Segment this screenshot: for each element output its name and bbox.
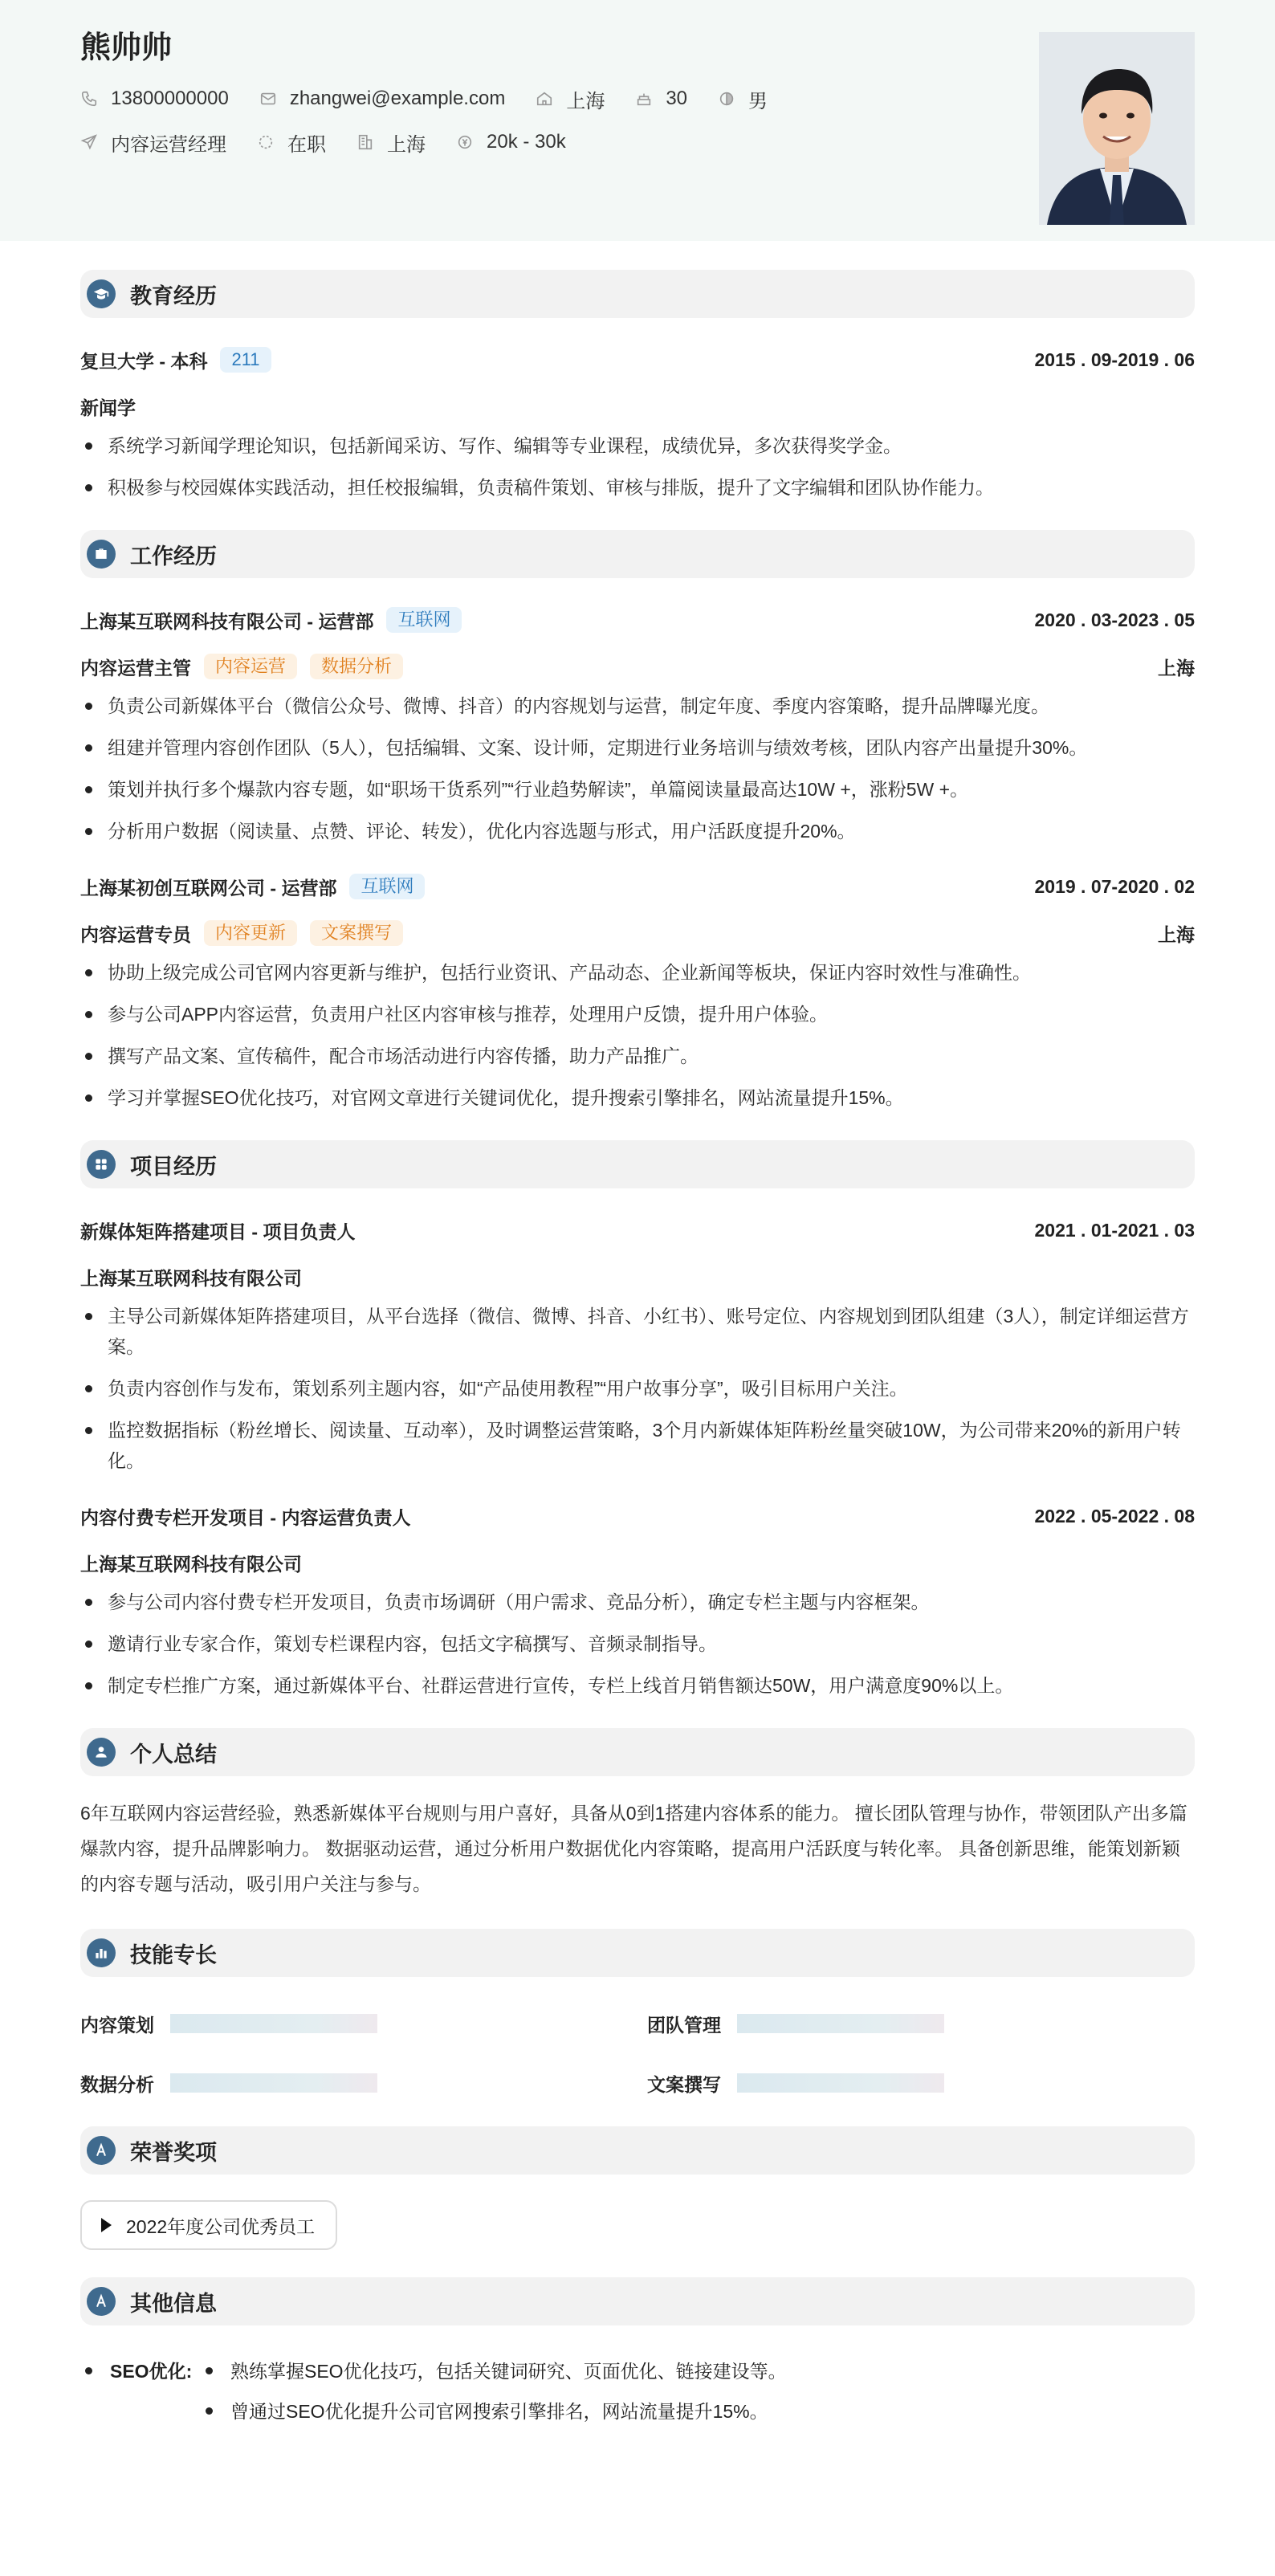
skill-level-bar: [170, 2014, 377, 2033]
school-tag: 211: [220, 347, 271, 373]
status-text: 在职: [287, 133, 326, 156]
salary-text: 20k - 30k: [487, 131, 566, 153]
projects-title: 项目经历: [130, 1154, 217, 1179]
skill-tag: 数据分析: [310, 654, 403, 679]
list-item: 分析用户数据（阅读量、点赞、评论、转发），优化内容选题与形式，用户活跃度提升20%。: [80, 816, 1195, 846]
company-name: 上海某初创互联网公司 - 运营部: [80, 877, 337, 899]
list-item: [201, 2351, 787, 2391]
user-icon: [87, 1738, 116, 1767]
bar-chart-icon: [87, 1938, 116, 1967]
summary-title: 个人总结: [130, 1742, 217, 1767]
gender-icon: [718, 90, 735, 108]
other-label-text: SEO优化:: [110, 2361, 193, 2382]
project-entry: [80, 1214, 1195, 1476]
project-date: 2022 . 05-2022 . 08: [1034, 1505, 1195, 1526]
skill-name: 文案撰写: [647, 2073, 721, 2095]
other-title: 其他信息: [130, 2291, 217, 2316]
company-name: 上海某互联网科技有限公司 - 运营部: [80, 610, 374, 632]
send-icon: [80, 133, 98, 151]
target-city-item: [356, 128, 426, 157]
industry-tag: 互联网: [386, 607, 462, 633]
list-item: 策划并执行多个爆款内容专题，如“职场干货系列”“行业趋势解读”，单篇阅读量最高达10W +，涨粉5W +。: [80, 774, 1195, 805]
project-bullets: [80, 1301, 1195, 1476]
other-section: [80, 2277, 1195, 2431]
work-header: [80, 530, 1195, 578]
list-item: 协助上级完成公司官网内容更新与维护，包括行业资讯、产品动态、企业新闻等板块，保证内容时效性与准确性。: [80, 957, 1195, 988]
phone-text: 13800000000: [111, 88, 229, 109]
job-title-item: [80, 128, 226, 157]
summary-header: [80, 1728, 1195, 1776]
home-icon: [536, 90, 553, 108]
status-item: [257, 128, 326, 157]
phone-item: [80, 88, 229, 110]
list-item: 组建并管理内容创作团队（5人），包括编辑、文案、设计师，定期进行业务培训与绩效考核，团队内容产出量提升30%。: [80, 732, 1195, 763]
building-icon: [356, 133, 374, 151]
job-title-text: 内容运营经理: [111, 133, 226, 156]
job-date: 2019 . 07-2020 . 02: [1034, 875, 1195, 897]
projects-header: [80, 1140, 1195, 1188]
job-entry: [80, 870, 1195, 1113]
location-text: 上海: [566, 90, 605, 112]
job-city: 上海: [1158, 923, 1195, 945]
education-title: 教育经历: [130, 283, 217, 308]
salary-item: [456, 131, 566, 153]
position-name: 内容运营专员: [80, 923, 191, 945]
project-date: 2021 . 01-2021 . 03: [1034, 1219, 1195, 1241]
skill-item: [647, 2007, 1214, 2040]
list-item: 监控数据指标（粉丝增长、阅读量、互动率），及时调整运营策略，3个月内新媒体矩阵粉丝量突破10W，为公司带来20%的新用户转化。: [80, 1415, 1195, 1476]
skill-name: 数据分析: [80, 2073, 154, 2095]
industry-tag: 互联网: [349, 874, 425, 899]
target-city-text: 上海: [387, 133, 426, 156]
list-item: 负责公司新媒体平台（微信公众号、微博、抖音）的内容规划与运营，制定年度、季度内容策略，提升品牌曝光度。: [80, 691, 1195, 721]
education-header: [80, 270, 1195, 318]
resume-header: [0, 0, 1275, 241]
skill-level-bar: [737, 2014, 944, 2033]
job-bullets: [80, 957, 1195, 1113]
project-name: 内容付费专栏开发项目 - 内容运营负责人: [80, 1506, 411, 1528]
job-entry: [80, 604, 1195, 846]
list-item: [201, 2391, 787, 2431]
skills-section: [80, 1929, 1195, 2099]
summary-text: 6年互联网内容运营经验，熟悉新媒体平台规则与用户喜好，具备从0到1搭建内容体系的能力。 擅长团队管理与协作，带领团队产出多篇爆款内容，提升品牌影响力。 数据驱动运营，通过分析用户数据优化内容策略，提高用户活跃度与转化率。 具备创新思维，能策划新颖的内容专题与活动，吸引用户关注与参与。: [80, 1803, 1187, 1894]
list-item: 邀请行业专家合作，策划专栏课程内容，包括文字稿撰写、音频录制指导。: [80, 1628, 1195, 1659]
other-info: [80, 2351, 1195, 2431]
skill-item: [647, 2067, 1214, 2099]
gender-item: [718, 85, 768, 113]
skill-name: 团队管理: [647, 2014, 721, 2036]
other-list: [201, 2351, 787, 2431]
awards-title: 荣誉奖项: [130, 2140, 217, 2165]
email-text: zhangwei@example.com: [289, 88, 506, 109]
skill-tag: 内容运营: [204, 654, 297, 679]
school-name: 复旦大学 - 本科: [80, 350, 208, 372]
list-item: 主导公司新媒体矩阵搭建项目，从平台选择（微信、微博、抖音、小红书）、账号定位、内容规划到团队组建（3人），制定详细运营方案。: [80, 1301, 1195, 1362]
skill-level-bar: [170, 2073, 377, 2093]
list-item: 学习并掌握SEO优化技巧，对官网文章进行关键词优化，提升搜索引擎排名，网站流量提升15%。: [80, 1082, 1195, 1113]
skills-header: [80, 1929, 1195, 1977]
projects-section: [80, 1140, 1195, 1701]
education-bullets: [80, 430, 1195, 503]
list-item: 撰写产品文案、宣传稿件，配合市场活动进行内容传播，助力产品推广。: [80, 1041, 1195, 1071]
work-title: 工作经历: [130, 544, 217, 569]
gender-text: 男: [748, 90, 768, 112]
location-item: [536, 85, 605, 113]
job-city: 上海: [1158, 657, 1195, 679]
other-header: [80, 2277, 1195, 2325]
skill-item: [80, 2007, 647, 2040]
skill-item: [80, 2067, 647, 2099]
cake-icon: [635, 90, 653, 108]
list-item: 积极参与校园媒体实践活动，担任校报编辑，负责稿件策划、审核与排版，提升了文字编辑和团队协作能力。: [80, 472, 1195, 503]
award-name: 2022年度公司优秀员工: [126, 2215, 316, 2237]
skill-tag: 内容更新: [204, 920, 297, 946]
list-item-text: 熟练掌握SEO优化技巧，包括关键词研究、页面优化、链接建设等。: [230, 2361, 787, 2382]
phone-icon: [80, 90, 98, 108]
education-entry: [80, 344, 1195, 503]
briefcase-icon: [87, 540, 116, 569]
skill-level-bar: [737, 2073, 944, 2093]
triangle-icon: [101, 2218, 112, 2232]
list-item-text: 曾通过SEO优化提升公司官网搜索引擎排名，网站流量提升15%。: [230, 2401, 768, 2422]
project-company: 上海某互联网科技有限公司: [80, 1267, 302, 1289]
position-name: 内容运营主管: [80, 657, 191, 679]
job-date: 2020 . 03-2023 . 05: [1034, 609, 1195, 630]
job-bullets: [80, 691, 1195, 846]
awards-header: [80, 2126, 1195, 2175]
other-label: [80, 2351, 201, 2431]
job-intent-row: [80, 128, 1195, 156]
skill-tag: 文案撰写: [310, 920, 403, 946]
award-chip: [80, 2200, 337, 2250]
status-icon: [257, 133, 275, 151]
awards-section: [80, 2126, 1195, 2250]
skills-grid: [80, 2003, 1195, 2099]
contact-row: [80, 85, 1195, 112]
major-name: 新闻学: [80, 397, 136, 418]
list-item: 参与公司APP内容运营，负责用户社区内容审核与推荐，处理用户反馈，提升用户体验。: [80, 999, 1195, 1029]
project-company: 上海某互联网科技有限公司: [80, 1553, 302, 1575]
email-item: [259, 88, 506, 110]
mail-icon: [259, 90, 277, 108]
portrait-illustration: [1039, 32, 1195, 225]
grid-icon: [87, 1150, 116, 1179]
list-item: 参与公司内容付费专栏开发项目，负责市场调研（用户需求、竞品分析），确定专栏主题与内容框架。: [80, 1587, 1195, 1617]
age-item: [635, 88, 687, 110]
list-item: 系统学习新闻学理论知识，包括新闻采访、写作、编辑等专业课程，成绩优异，多次获得奖学金。: [80, 430, 1195, 461]
list-item: 制定专栏推广方案，通过新媒体平台、社群运营进行宣传，专栏上线首月销售额达50W，用户满意度90%以上。: [80, 1670, 1195, 1701]
project-bullets: [80, 1587, 1195, 1701]
info-icon: [87, 2287, 116, 2316]
education-section: [80, 270, 1195, 503]
education-date: 2015 . 09-2019 . 06: [1034, 348, 1195, 370]
work-section: [80, 530, 1195, 1113]
skill-name: 内容策划: [80, 2014, 154, 2036]
award-icon: [87, 2136, 116, 2165]
project-entry: [80, 1500, 1195, 1701]
skills-title: 技能专长: [130, 1942, 217, 1967]
profile-photo: [1039, 32, 1195, 225]
age-text: 30: [666, 88, 688, 109]
list-item: 负责内容创作与发布，策划系列主题内容，如“产品使用教程”“用户故事分享”，吸引目标用户关注。: [80, 1373, 1195, 1404]
summary-section: [80, 1728, 1195, 1901]
project-name: 新媒体矩阵搭建项目 - 项目负责人: [80, 1221, 356, 1242]
candidate-name: 熊帅帅: [80, 31, 173, 65]
graduation-cap-icon: [87, 279, 116, 308]
money-icon: [456, 133, 474, 151]
